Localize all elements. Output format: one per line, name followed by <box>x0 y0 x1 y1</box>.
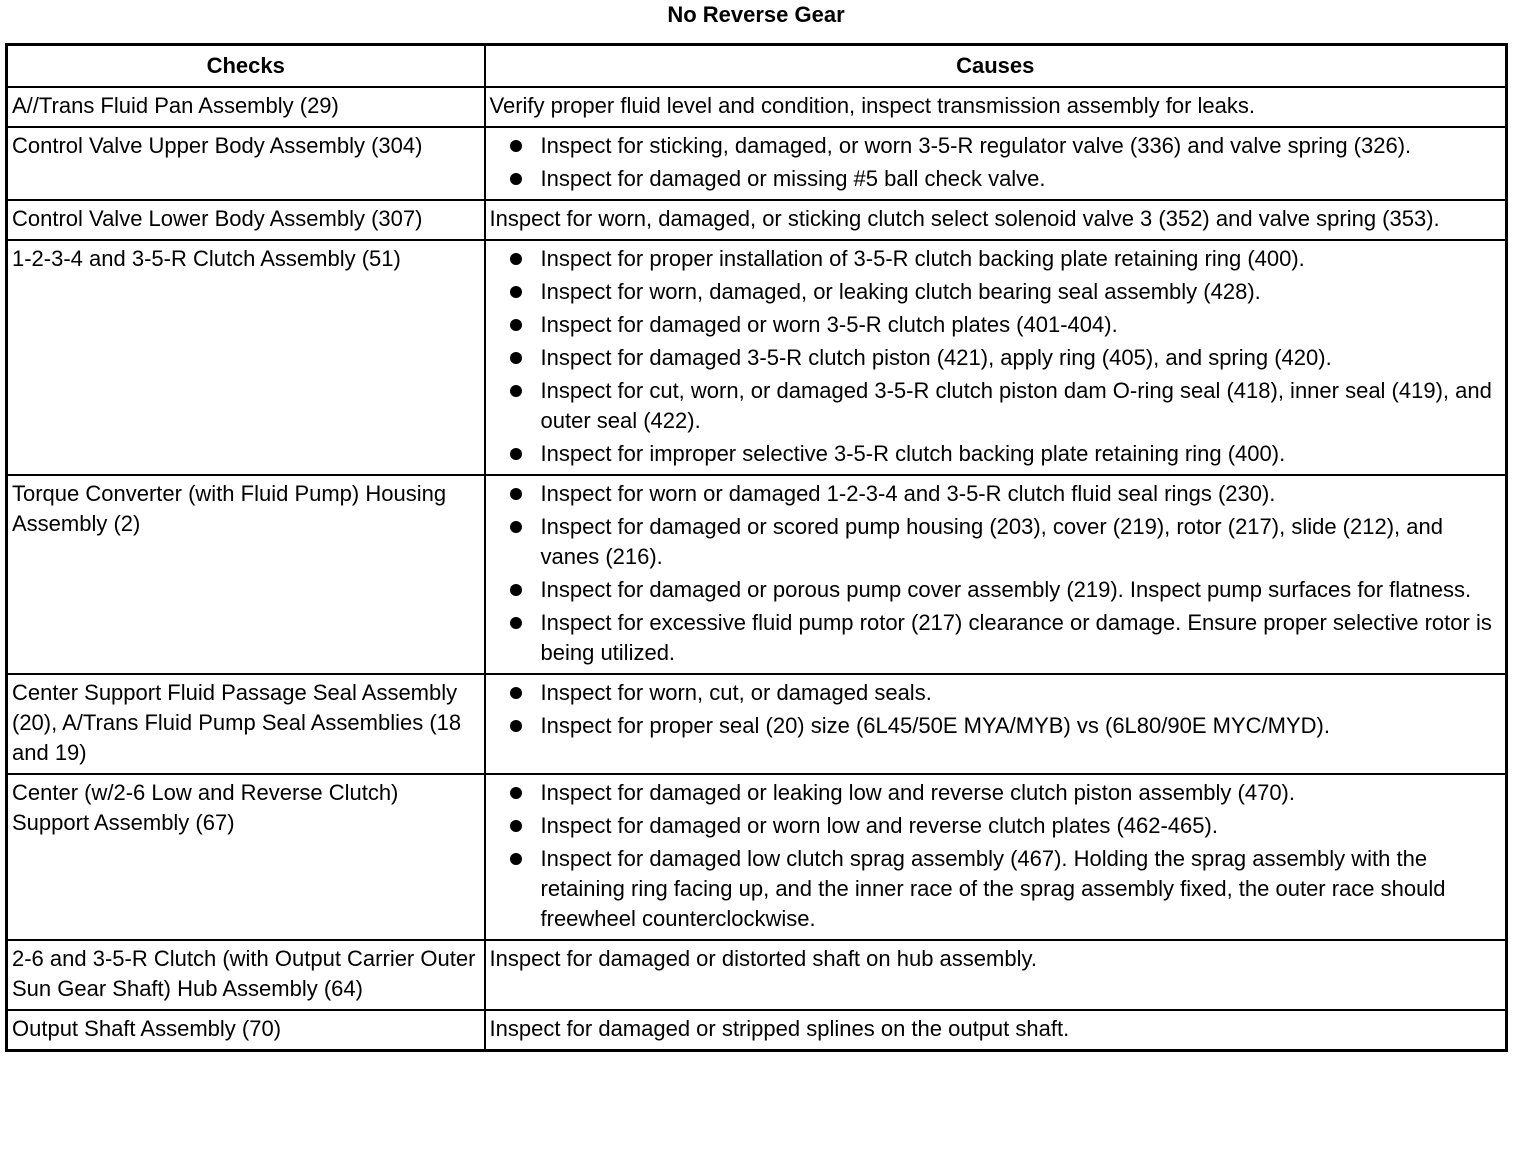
table-row <box>7 200 1507 240</box>
cause-text: Inspect for proper installation of 3-5-R clutch backing plate retaining ring (400). <box>540 246 1305 271</box>
cause-text: Inspect for damaged or worn low and reverse clutch plates (462-465). <box>540 813 1218 838</box>
cause-list-item <box>490 479 1502 509</box>
cause-text: Inspect for excessive fluid pump rotor (217) clearance or damage. Ensure proper selective rotor is being utilized. <box>540 610 1492 665</box>
table-row <box>7 127 1507 200</box>
check-cell: Center Support Fluid Passage Seal Assembly (20), A/Trans Fluid Pump Seal Assemblies (18 and 19) <box>7 674 485 774</box>
cause-list-item <box>490 244 1502 274</box>
cause-cell <box>485 674 1507 774</box>
cause-cell <box>485 475 1507 674</box>
table-row <box>7 674 1507 774</box>
cause-text: Inspect for worn, cut, or damaged seals. <box>540 680 932 705</box>
bullet-icon <box>510 140 522 152</box>
cause-text: Inspect for improper selective 3-5-R clutch backing plate retaining ring (400). <box>540 441 1286 466</box>
cause-list <box>490 778 1502 934</box>
cause-text: Inspect for damaged or worn 3-5-R clutch plates (401-404). <box>540 312 1118 337</box>
diagnostic-table <box>5 43 1508 1052</box>
table-row <box>7 940 1507 1010</box>
bullet-icon <box>510 787 522 799</box>
bullet-icon <box>510 617 522 629</box>
cause-text: Inspect for damaged or scored pump housing (203), cover (219), rotor (217), slide (212), and vanes (216). <box>540 514 1443 569</box>
page-title: No Reverse Gear <box>667 2 845 27</box>
cause-list-item <box>490 310 1502 340</box>
cause-list-item <box>490 277 1502 307</box>
bullet-icon <box>510 173 522 185</box>
table-row <box>7 475 1507 674</box>
cause-list <box>490 131 1502 194</box>
bullet-icon <box>510 687 522 699</box>
cause-list-item <box>490 512 1502 572</box>
bullet-icon <box>510 488 522 500</box>
bullet-icon <box>510 853 522 865</box>
cause-list-item <box>490 711 1502 741</box>
check-cell: Torque Converter (with Fluid Pump) Housing Assembly (2) <box>7 475 485 674</box>
table-row <box>7 240 1507 475</box>
table-row <box>7 774 1507 940</box>
bullet-icon <box>510 352 522 364</box>
cause-cell: Inspect for damaged or distorted shaft on hub assembly. <box>485 940 1507 1010</box>
cause-text: Inspect for damaged or missing #5 ball check valve. <box>540 166 1046 191</box>
cause-text: Inspect for damaged 3-5-R clutch piston (421), apply ring (405), and spring (420). <box>540 345 1332 370</box>
bullet-icon <box>510 385 522 397</box>
cause-list-item <box>490 844 1502 934</box>
cause-list <box>490 479 1502 668</box>
cause-list-item <box>490 164 1502 194</box>
cause-text: Inspect for worn, damaged, or leaking clutch bearing seal assembly (428). <box>540 279 1261 304</box>
bullet-icon <box>510 286 522 298</box>
cause-list-item <box>490 678 1502 708</box>
table-row <box>7 87 1507 127</box>
cause-text: Inspect for worn or damaged 1-2-3-4 and 3-5-R clutch fluid seal rings (230). <box>540 481 1276 506</box>
bullet-icon <box>510 521 522 533</box>
cause-text: Inspect for damaged or leaking low and reverse clutch piston assembly (470). <box>540 780 1295 805</box>
cause-list-item <box>490 811 1502 841</box>
bullet-icon <box>510 448 522 460</box>
checks-column-header: Checks <box>7 45 485 88</box>
cause-list <box>490 244 1502 469</box>
cause-list <box>490 678 1502 741</box>
cause-text: Inspect for damaged low clutch sprag assembly (467). Holding the sprag assembly with the retaining ring facing up, and the inner race of the sprag assembly fixed, the outer race should freewheel counterclockwise. <box>540 846 1446 931</box>
table-row <box>7 1010 1507 1051</box>
bullet-icon <box>510 253 522 265</box>
cause-cell <box>485 240 1507 475</box>
cause-list-item <box>490 608 1502 668</box>
cause-cell: Inspect for damaged or stripped splines on the output shaft. <box>485 1010 1507 1051</box>
cause-list-item <box>490 439 1502 469</box>
cause-cell: Inspect for worn, damaged, or sticking clutch select solenoid valve 3 (352) and valve spring (353). <box>485 200 1507 240</box>
cause-text: Inspect for cut, worn, or damaged 3-5-R clutch piston dam O-ring seal (418), inner seal (419), and outer seal (422). <box>540 378 1492 433</box>
cause-cell <box>485 774 1507 940</box>
cause-list-item <box>490 778 1502 808</box>
check-cell: 1-2-3-4 and 3-5-R Clutch Assembly (51) <box>7 240 485 475</box>
check-cell: A//Trans Fluid Pan Assembly (29) <box>7 87 485 127</box>
cause-list-item <box>490 131 1502 161</box>
bullet-icon <box>510 319 522 331</box>
check-cell: Center (w/2-6 Low and Reverse Clutch) Support Assembly (67) <box>7 774 485 940</box>
bullet-icon <box>510 820 522 832</box>
bullet-icon <box>510 720 522 732</box>
check-cell: Control Valve Lower Body Assembly (307) <box>7 200 485 240</box>
cause-cell: Verify proper fluid level and condition, inspect transmission assembly for leaks. <box>485 87 1507 127</box>
cause-text: Inspect for damaged or porous pump cover assembly (219). Inspect pump surfaces for flatness. <box>540 577 1472 602</box>
check-cell: 2-6 and 3-5-R Clutch (with Output Carrier Outer Sun Gear Shaft) Hub Assembly (64) <box>7 940 485 1010</box>
cause-cell <box>485 127 1507 200</box>
cause-text: Inspect for sticking, damaged, or worn 3-5-R regulator valve (336) and valve spring (326). <box>540 133 1412 158</box>
cause-list-item <box>490 376 1502 436</box>
cause-text: Inspect for proper seal (20) size (6L45/50E MYA/MYB) vs (6L80/90E MYC/MYD). <box>540 713 1330 738</box>
table-header-row <box>7 45 1507 88</box>
causes-column-header: Causes <box>485 45 1507 88</box>
bullet-icon <box>510 584 522 596</box>
cause-list-item <box>490 575 1502 605</box>
cause-list-item <box>490 343 1502 373</box>
check-cell: Control Valve Upper Body Assembly (304) <box>7 127 485 200</box>
check-cell: Output Shaft Assembly (70) <box>7 1010 485 1051</box>
